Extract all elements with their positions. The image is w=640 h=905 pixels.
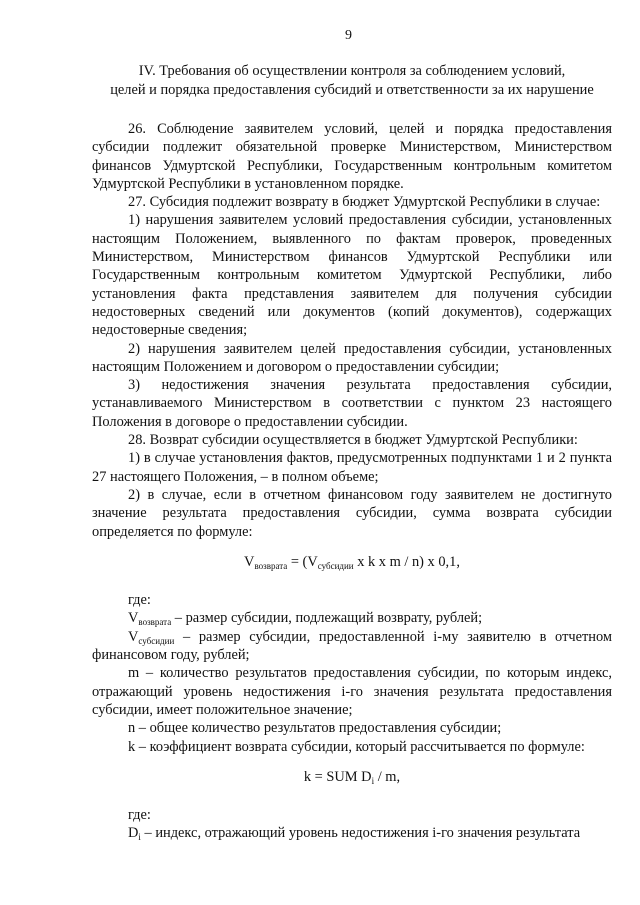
section-title-line-2: целей и порядка предоставления субсидий и ответственности за их нарушение — [110, 82, 594, 98]
definition-m: m – количество результатов предоставления субсидии, по которым индекс, отражающий уровень недостижения i-го значения результата предоставления субсидии, имеет положительное значение; — [92, 665, 612, 718]
paragraph-28: 28. Возврат субсидии осуществляется в бюджет Удмуртской Республики: — [128, 432, 578, 449]
def-v-subsidy-sub: субсидии — [138, 635, 175, 646]
formula-k-sub: i — [371, 775, 375, 786]
where-label-1: где: — [128, 592, 151, 609]
paragraph-28-item-2: 2) в случае, если в отчетном финансовом году заявителем не достигнуто значение результата предоставления субсидии, сумма возврата субсидии определяется по формуле: — [92, 486, 612, 540]
formula-k — [92, 768, 612, 786]
formula-sub-return: возврата — [254, 560, 288, 571]
paragraph-27-item-3: 3) недостижения значения результата предоставления субсидии, устанавливаемого Министерством в соответствии с пунктом 23 настоящего Положения в договоре о предоставлении субсидии. — [92, 377, 612, 430]
paragraph-26: 26. Соблюдение заявителем условий, целей и порядка предоставления субсидии подлежит обязательной проверке Министерством, Министерством финансов Удмуртской Республики, Государственным контрольным комитетом Удмуртской Республики в установленном порядке. — [92, 121, 612, 192]
where-label-2: где: — [128, 807, 151, 824]
definition-v-return — [92, 609, 612, 627]
def-d-sub: i — [138, 832, 141, 843]
paragraph-28-item-1: 1) в случае установления фактов, предусмотренных подпунктами 1 и 2 пункта 27 настоящего Положения, – в полном объеме; — [92, 450, 612, 485]
def-v-subsidy-text: – размер субсидии, предоставленной i-му заявителю в отчетном финансовом году, рублей; — [92, 628, 612, 664]
formula-sub-subsidy: субсидии — [317, 560, 354, 571]
formula-rest: x k x m / n) x 0,1, — [353, 553, 460, 570]
section-title-line-1: IV. Требования об осуществлении контроля за соблюдением условий, — [138, 63, 566, 79]
paragraph-27: 27. Субсидия подлежит возврату в бюджет Удмуртской Республики в случае: — [128, 194, 601, 211]
formula-k-left: k = SUM D — [303, 768, 372, 785]
def-v-return-text: – размер субсидии, подлежащий возврату, рублей; — [171, 610, 483, 627]
formula-k-right: / m, — [374, 768, 401, 785]
def-d-text: – индекс, отражающий уровень недостижения i-го значения результата — [140, 825, 581, 842]
paragraph-27-item-1: 1) нарушения заявителем условий предоставления субсидии, установленных настоящим Положением, выявленного по фактам проверок, проведенных Министерством, Министерством финансов Удмуртской Республики или Государственным контрольным комитетом Удмуртской Республики, либо установления факта представления заявителем для получения субсидии недостоверных сведений или документов (копий документов), содержащих недостоверные сведения; — [92, 212, 612, 339]
page-number: 9 — [345, 28, 352, 43]
def-v-return-symbol: V — [128, 610, 139, 627]
definition-v-subsidy — [92, 628, 612, 665]
formula-eq-open: = (V — [287, 553, 318, 570]
formula-return-amount — [92, 553, 612, 571]
def-v-return-sub: возврата — [138, 617, 172, 628]
definition-k: k – коэффициент возврата субсидии, который рассчитывается по формуле: — [128, 738, 585, 755]
paragraph-27-item-2: 2) нарушения заявителем целей предоставления субсидии, установленных настоящим Положением и договором о предоставлении субсидии; — [92, 340, 612, 375]
def-d-symbol: D — [128, 825, 139, 842]
section-title — [92, 62, 612, 100]
definition-n: n – общее количество результатов предоставления субсидии; — [128, 720, 502, 737]
formula-v: V — [244, 553, 255, 570]
def-v-subsidy-symbol: V — [128, 628, 139, 645]
document-body — [92, 120, 612, 843]
definition-d-i — [92, 824, 612, 842]
